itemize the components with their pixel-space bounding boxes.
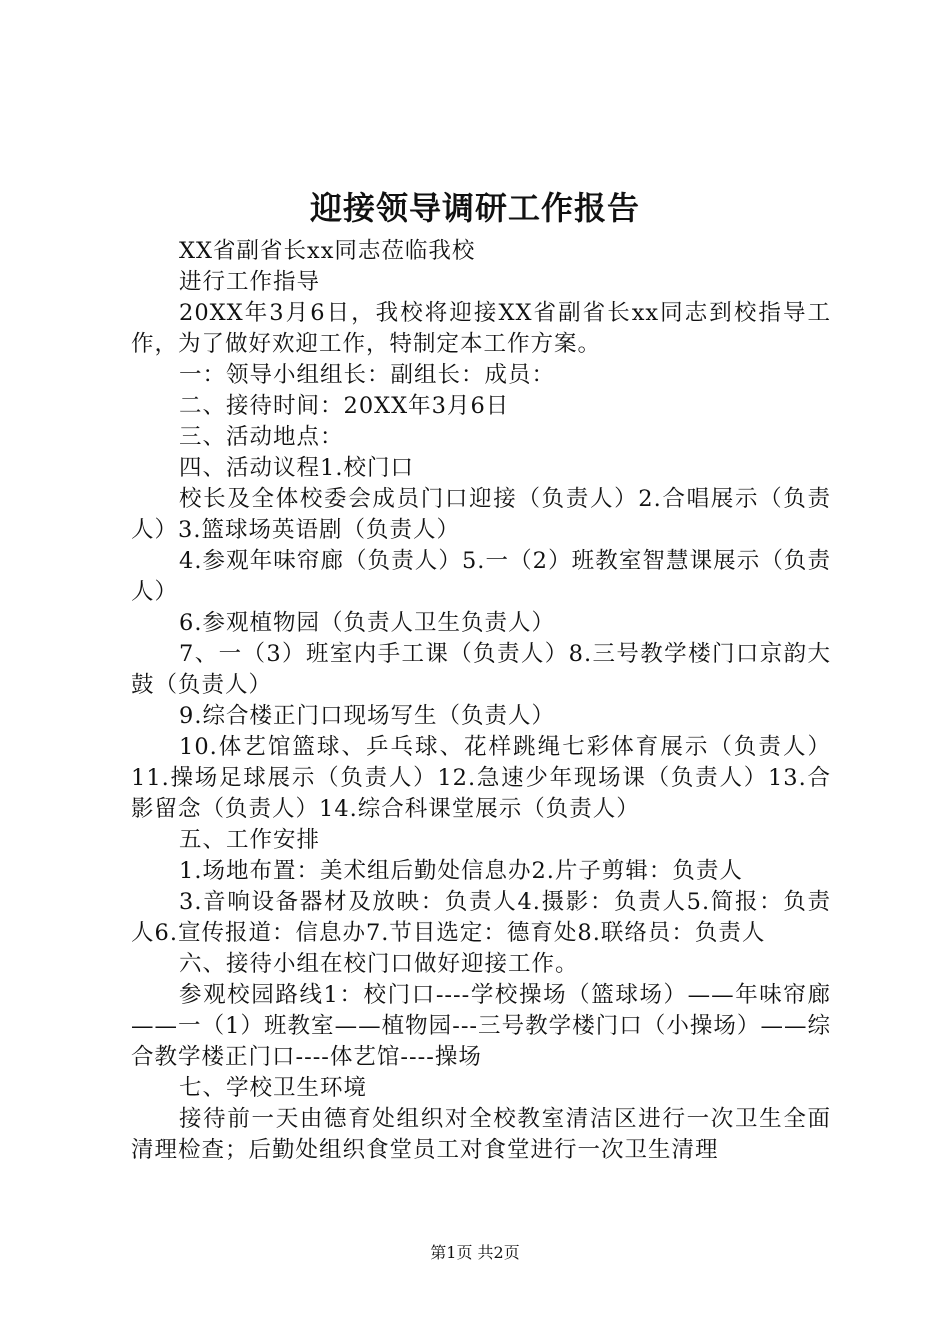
paragraph: 进行工作指导 xyxy=(179,269,321,295)
paragraph: XX省副省长xx同志莅临我校 xyxy=(179,238,476,264)
paragraph: 3.音响设备器材及放映：负责人4.摄影：负责人5.简报：负责人6.宣传报道：信息办7.节目选定：德育处8.联络员：负责人 xyxy=(131,889,831,946)
paragraph: 四、活动议程1.校门口 xyxy=(179,455,414,481)
paragraph: 六、接待小组在校门口做好迎接工作。 xyxy=(179,951,579,977)
paragraph: 参观校园路线1：校门口----学校操场（篮球场）——年味帘廊——一（1）班教室——植物园---三号教学楼门口（小操场）——综合教学楼正门口----体艺馆----操场 xyxy=(131,982,831,1070)
paragraph: 接待前一天由德育处组织对全校教室清洁区进行一次卫生全面清理检查；后勤处组织食堂员工对食堂进行一次卫生清理 xyxy=(131,1106,831,1163)
paragraph: 七、学校卫生环境 xyxy=(179,1075,368,1101)
paragraph: 三、活动地点： xyxy=(179,424,344,450)
paragraph: 6.参观植物园（负责人卫生负责人） xyxy=(179,610,555,636)
paragraph: 1.场地布置：美术组后勤处信息办2.片子剪辑：负责人 xyxy=(179,858,743,884)
paragraph: 校长及全体校委会成员门口迎接（负责人）2.合唱展示（负责人）3.篮球场英语剧（负责人） xyxy=(131,486,831,543)
paragraph: 20XX年3月6日，我校将迎接XX省副省长xx同志到校指导工作，为了做好欢迎工作，特制定本工作方案。 xyxy=(131,300,831,357)
paragraph: 二、接待时间：20XX年3月6日 xyxy=(179,393,510,419)
paragraph: 五、工作安排 xyxy=(179,827,321,853)
paragraph: 一：领导小组组长：副组长：成员： xyxy=(179,362,556,388)
paragraph: 7、一（3）班室内手工课（负责人）8.三号教学楼门口京韵大鼓（负责人） xyxy=(131,641,831,698)
document-title: 迎接领导调研工作报告 xyxy=(309,189,640,227)
paragraph: 4.参观年味帘廊（负责人）5.一（2）班教室智慧课展示（负责人） xyxy=(131,548,831,605)
document-body xyxy=(131,236,831,1166)
paragraph: 10.体艺馆篮球、乒乓球、花样跳绳七彩体育展示（负责人）11.操场足球展示（负责人）12.急速少年现场课（负责人）13.合影留念（负责人）14.综合科课堂展示（负责人） xyxy=(131,734,831,822)
paragraph: 9.综合楼正门口现场写生（负责人） xyxy=(179,703,555,729)
page-footer: 第1页 共2页 xyxy=(430,1243,520,1262)
